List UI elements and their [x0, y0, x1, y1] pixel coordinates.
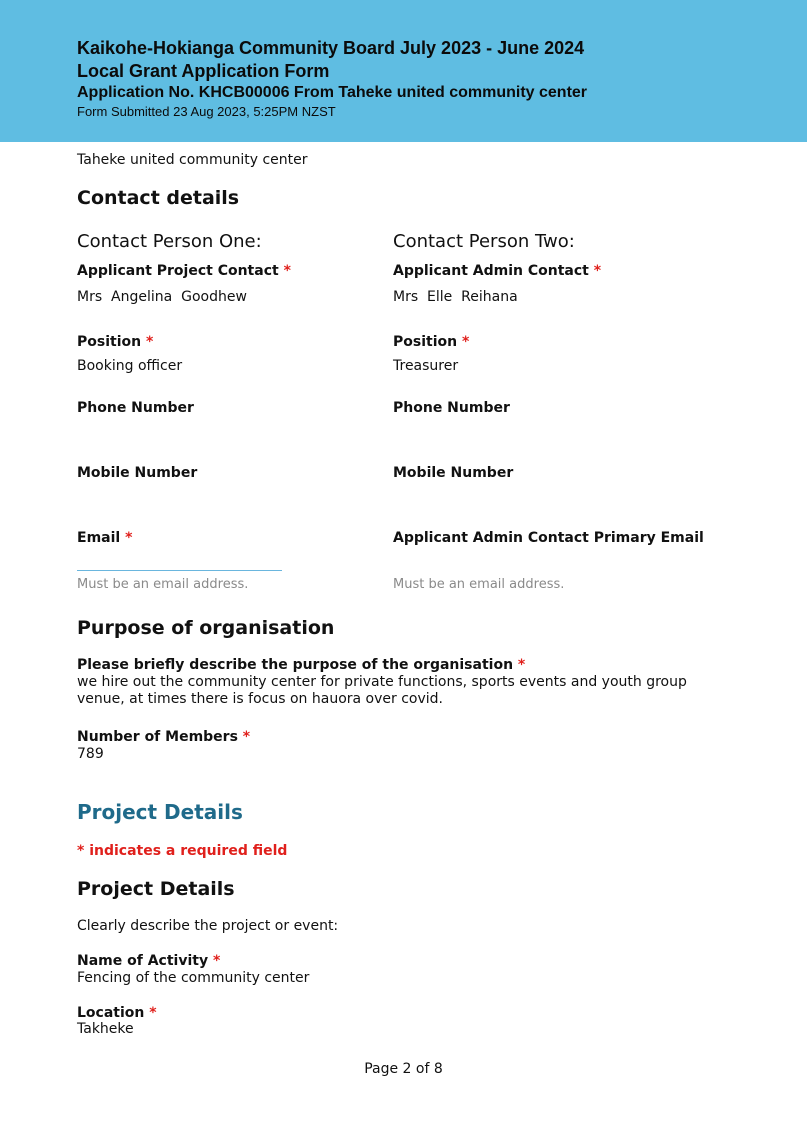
required-marker: * [593, 263, 602, 279]
phone-two-label: Phone Number [393, 400, 510, 416]
project-contact-value: Mrs Angelina Goodhew [77, 289, 247, 305]
purpose-describe-value: we hire out the community center for private functions, sports events and youth group venue, at times there is focus on hauora over covid. [77, 674, 687, 707]
project-intro: Clearly describe the project or event: [77, 918, 339, 934]
activity-label: Name of Activity * [77, 953, 221, 969]
mobile-two-label: Mobile Number [393, 465, 514, 481]
required-marker: * [461, 334, 470, 350]
position-two-label: Position * [393, 334, 470, 350]
contact-details-heading: Contact details [77, 187, 240, 209]
header-title-line1: Kaikohe-Hokianga Community Board July 2023 - June 2024 [77, 38, 585, 58]
project-contact-label: Applicant Project Contact * [77, 263, 291, 279]
location-value: Takheke [77, 1021, 134, 1037]
project-details-page-heading: Project Details [77, 800, 243, 824]
email-two-hint: Must be an email address. [393, 577, 565, 592]
email-one-label: Email * [77, 530, 133, 546]
members-value: 789 [77, 746, 104, 762]
contact-person-two-heading: Contact Person Two: [393, 231, 575, 252]
required-marker: * [212, 953, 221, 969]
phone-one-label: Phone Number [77, 400, 194, 416]
required-marker: * [125, 530, 133, 546]
purpose-heading: Purpose of organisation [77, 617, 335, 639]
required-marker: * [242, 729, 251, 745]
email-one-field[interactable] [77, 570, 282, 571]
mobile-one-label: Mobile Number [77, 465, 198, 481]
position-one-label: Position * [77, 334, 154, 350]
required-field-note: * indicates a required field [77, 843, 288, 859]
contact-person-one-heading: Contact Person One: [77, 231, 262, 252]
purpose-describe-label: Please briefly describe the purpose of the organisation * [77, 657, 526, 673]
header-title-line2: Local Grant Application Form [77, 61, 330, 81]
organisation-name: Taheke united community center [77, 152, 308, 168]
required-marker: * [517, 657, 526, 673]
position-one-value: Booking officer [77, 358, 183, 374]
required-marker: * [149, 1005, 157, 1021]
admin-contact-value: Mrs Elle Reihana [393, 289, 518, 305]
location-label: Location * [77, 1005, 157, 1021]
email-one-hint: Must be an email address. [77, 577, 249, 592]
project-details-heading: Project Details [77, 878, 235, 900]
activity-value: Fencing of the community center [77, 970, 310, 986]
page-indicator: Page 2 of 8 [364, 1061, 443, 1077]
admin-contact-label: Applicant Admin Contact * [393, 263, 602, 279]
required-marker: * [145, 334, 154, 350]
form-header [0, 0, 807, 142]
position-two-value: Treasurer [393, 358, 459, 374]
email-two-label: Applicant Admin Contact Primary Email [393, 530, 704, 546]
application-number: Application No. KHCB00006 From Taheke united community center [77, 84, 588, 101]
required-marker: * [283, 263, 291, 279]
submission-timestamp: Form Submitted 23 Aug 2023, 5:25PM NZST [77, 104, 336, 119]
members-label: Number of Members * [77, 729, 251, 745]
